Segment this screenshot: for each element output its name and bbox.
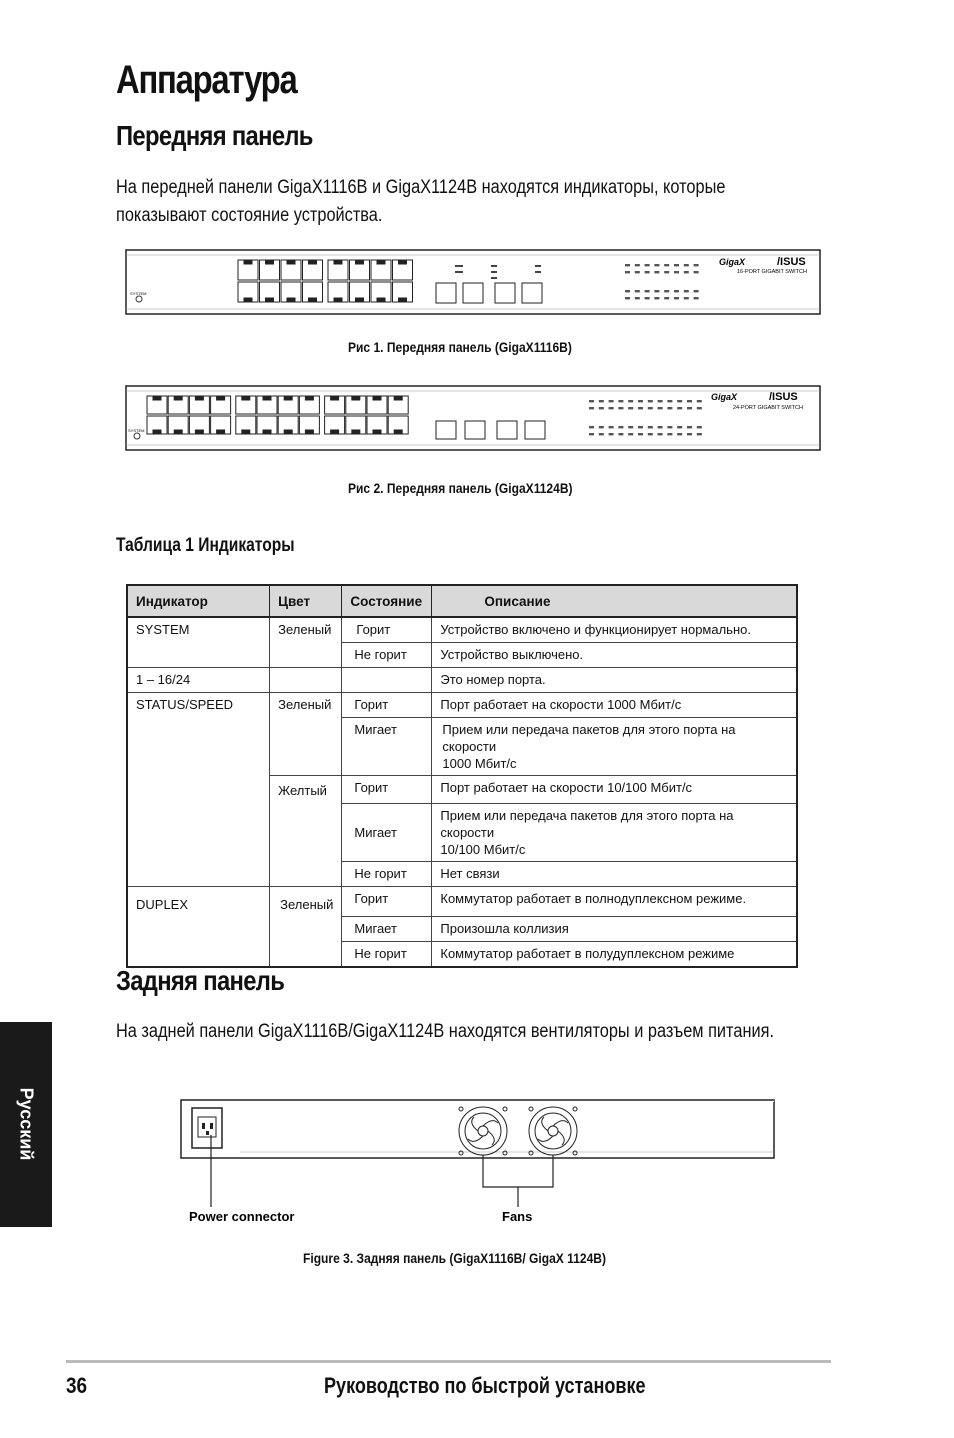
table-header-row [127,585,797,617]
cell: 1 – 16/24 [127,668,270,693]
table-title: Таблица 1 Индикаторы [116,535,295,556]
header-indicator: Индикатор [127,585,270,617]
cell [270,942,342,968]
header-description: Описание [432,585,797,617]
cell [127,803,270,861]
cell: Горит [342,886,432,917]
table-row [127,776,797,804]
cell: Не горит [342,942,432,968]
page-number: 36 [66,1373,88,1398]
cell: Устройство выключено. [432,643,797,668]
cell: Порт работает на скорости 1000 Мбит/с [432,693,797,718]
asus-logo: /ISUS [769,391,798,403]
cell [432,718,797,776]
model-label: 24-PORT GIGABIT SWITCH [733,405,803,411]
cell: DUPLEX [127,886,270,917]
cell [270,861,342,886]
cell [127,776,270,804]
cell: Зеленый [270,886,342,917]
cell [127,643,270,668]
asus-logo: /ISUS [777,256,806,268]
cell-line: Прием или передача пакетов для этого порта на скорости [442,722,736,754]
figure-3-caption: Figure 3. Задняя панель (GigaX1116B/ GigaX 1124B) [303,1250,607,1266]
table-row [127,617,797,643]
cell: Не горит [342,861,432,886]
model-label: 16-PORT GIGABIT SWITCH [737,269,807,275]
cell [270,718,342,776]
para-line-2: показывают состояние устройства. [116,205,383,226]
rear-panel-paragraph: На задней панели GigaX1116B/GigaX1124B находятся вентиляторы и разъем питания. [116,1021,774,1042]
table-row [127,803,797,861]
cell-line: Прием или передача пакетов для этого порта на скорости [440,807,734,840]
system-label: SYSTEM [128,428,145,433]
table-row [127,693,797,718]
cell [270,668,342,693]
cell-line: 1000 Мбит/с [442,756,517,771]
language-label: Русский [16,1087,37,1161]
para-line-1: На передней панели GigaX1116B и GigaX1124B находятся индикаторы, которые [116,177,726,198]
footer-divider [66,1360,831,1363]
front-panel-1116-figure [125,249,822,316]
table-row [127,668,797,693]
table-row [127,718,797,776]
cell [270,803,342,861]
table-row [127,643,797,668]
rear-panel-heading: Задняя панель [116,965,285,996]
system-label: SYSTEM [130,291,147,296]
front-panel-heading: Передняя панель [116,120,313,151]
footer-title: Руководство по быстрой установке [324,1373,646,1398]
cell: Порт работает на скорости 10/100 Мбит/с [432,776,797,804]
cell: Нет связи [432,861,797,886]
header-state: Состояние [342,585,432,617]
cell: Горит [342,693,432,718]
cell: Не горит [342,643,432,668]
cell: Мигает [342,803,432,861]
fans-label: Fans [502,1209,533,1224]
cell: Зеленый [270,617,342,643]
cell: STATUS/SPEED [127,693,270,718]
cell: Устройство включено и функционирует нормально. [432,617,797,643]
page-title: Аппаратура [116,58,297,102]
cell: Мигает [342,917,432,942]
table-row [127,917,797,942]
cell [342,668,432,693]
header-color: Цвет [270,585,342,617]
table-row [127,886,797,917]
cell: SYSTEM [127,617,270,643]
cell [127,942,270,968]
front-panel-1124-figure [125,385,822,452]
language-side-tab [0,1022,52,1227]
indicators-table [126,584,798,968]
cell: Желтый [270,776,342,804]
cell: Это номер порта. [432,668,797,693]
gigax-logo: GigaX [719,257,746,267]
cell: Горит [342,617,432,643]
cell: Горит [342,776,432,804]
cell [127,917,270,942]
table-row [127,942,797,968]
cell: Произошла коллизия [432,917,797,942]
cell: Коммутатор работает в полнодуплексном режиме. [432,886,797,917]
figure-1-caption: Рис 1. Передняя панель (GigaX1116B) [348,339,572,355]
cell [270,643,342,668]
gigax-logo: GigaX [711,392,738,402]
cell [270,917,342,942]
cell: Зеленый [270,693,342,718]
figure-2-caption: Рис 2. Передняя панель (GigaX1124B) [348,480,573,496]
cell-line: 10/100 Мбит/с [440,841,526,857]
table-row [127,861,797,886]
cell [127,718,270,776]
power-connector-label: Power connector [189,1209,295,1224]
rear-panel-figure [180,1095,776,1230]
cell: Коммутатор работает в полудуплексном режиме [432,942,797,968]
cell [432,803,797,861]
front-panel-paragraph [116,174,770,230]
cell: Мигает [342,718,432,776]
cell [127,861,270,886]
